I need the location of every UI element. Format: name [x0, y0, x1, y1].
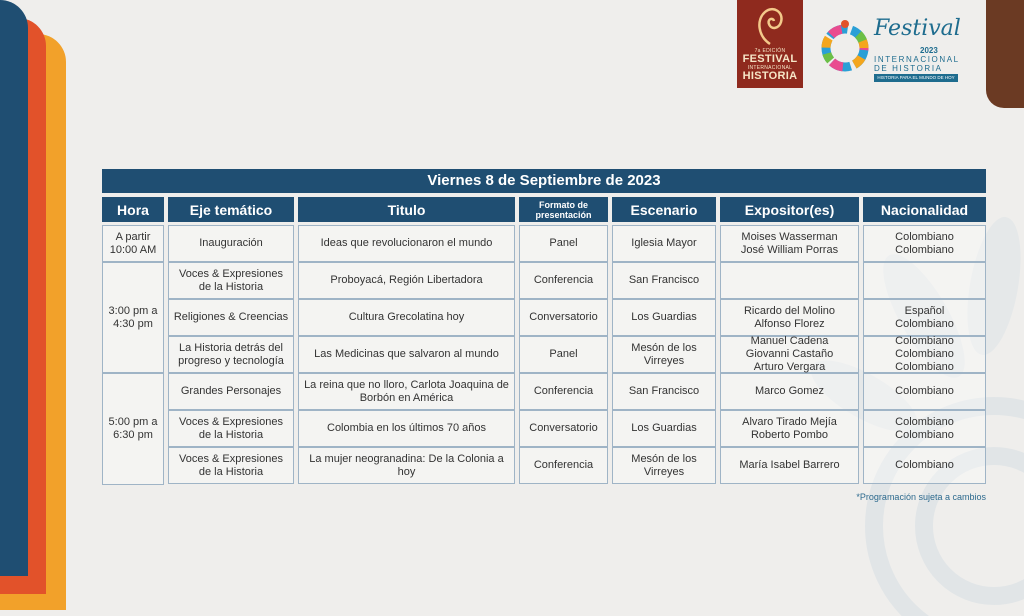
cell-eje: Religiones & Creencias	[168, 299, 294, 336]
expositores-line: Moises Wasserman	[741, 230, 838, 243]
cell-escenario: San Francisco	[612, 262, 716, 299]
cell-formato: Conferencia	[519, 447, 608, 484]
nacionalidad-line: Colombiano	[895, 428, 954, 441]
cell-titulo: La reina que no lloro, Carlota Joaquina de Borbón en América	[298, 373, 515, 410]
cell-escenario: Los Guardias	[612, 299, 716, 336]
cell-titulo: Ideas que revolucionaron el mundo	[298, 225, 515, 262]
col-hora: Hora	[102, 197, 164, 222]
logo-edition: 7a EDICIÓN	[754, 48, 786, 54]
nacionalidad-line: Colombiano	[895, 459, 954, 471]
logo2-tagline: HISTORIA PARA EL MUNDO DE HOY	[874, 74, 958, 82]
expositores-line: Alvaro Tirado Mejía	[742, 415, 837, 428]
expositores-line: Arturo Vergara	[753, 361, 826, 373]
cell-nacionalidad	[863, 336, 986, 373]
cell-expositores	[720, 225, 859, 262]
col-nacionalidad: Nacionalidad	[863, 197, 986, 222]
festival-historia-logo	[737, 0, 803, 88]
col-formato: Formato de presentación	[519, 197, 608, 222]
cell-titulo: La mujer neogranadina: De la Colonia a hoy	[298, 447, 515, 484]
cell-nacionalidad	[863, 299, 986, 336]
logo2-word: Festival	[874, 16, 961, 41]
cell-titulo: Las Medicinas que salvaron al mundo	[298, 336, 515, 373]
shell-icon	[753, 6, 787, 46]
cell-formato: Conversatorio	[519, 410, 608, 447]
cell-expositores	[720, 410, 859, 447]
date-banner: Viernes 8 de Septiembre de 2023	[102, 169, 986, 193]
nacionalidad-line: Español	[904, 304, 945, 317]
festival-2023-logo	[818, 12, 968, 84]
cell-escenario: Iglesia Mayor	[612, 225, 716, 262]
navy-stripe	[0, 0, 28, 576]
cell-eje: Grandes Personajes	[168, 373, 294, 410]
expositores-line: Ricardo del Molino	[743, 304, 836, 317]
cell-nacionalidad	[863, 447, 986, 484]
cell-nacionalidad	[863, 262, 986, 299]
nacionalidad-line: Colombiano	[895, 335, 954, 347]
hour-cell: 3:00 pm a 4:30 pm	[102, 262, 164, 373]
cell-nacionalidad	[863, 410, 986, 447]
nacionalidad-line: Colombiano	[895, 317, 954, 330]
cell-expositores	[720, 447, 859, 484]
col-expositores: Expositor(es)	[720, 197, 859, 222]
cell-expositores	[720, 373, 859, 410]
nacionalidad-line: Colombiano	[895, 243, 954, 256]
expositores-line: Marco Gomez	[754, 385, 825, 397]
cell-eje: Voces & Expresiones de la Historia	[168, 410, 294, 447]
logo-festival: FESTIVAL	[742, 53, 798, 65]
hour-cell: A partir 10:00 AM	[102, 225, 164, 262]
cell-titulo: Proboyacá, Región Libertadora	[298, 262, 515, 299]
cell-formato: Panel	[519, 336, 608, 373]
col-titulo: Titulo	[298, 197, 515, 222]
expositores-line: José William Porras	[740, 243, 839, 256]
cell-formato: Conferencia	[519, 373, 608, 410]
cell-nacionalidad	[863, 373, 986, 410]
cell-expositores	[720, 336, 859, 373]
cell-expositores	[720, 299, 859, 336]
cell-escenario: San Francisco	[612, 373, 716, 410]
col-escenario: Escenario	[612, 197, 716, 222]
hour-cell: 5:00 pm a 6:30 pm	[102, 373, 164, 485]
cell-eje: Voces & Expresiones de la Historia	[168, 262, 294, 299]
brown-corner-stripe	[986, 0, 1024, 108]
cell-eje: La Historia detrás del progreso y tecnología	[168, 336, 294, 373]
expositores-line: María Isabel Barrero	[739, 459, 840, 471]
nacionalidad-line: Colombiano	[895, 230, 954, 243]
cell-formato: Panel	[519, 225, 608, 262]
cell-formato: Conferencia	[519, 262, 608, 299]
logo2-year: 2023	[920, 46, 938, 55]
nacionalidad-line: Colombiano	[895, 385, 954, 397]
cell-formato: Conversatorio	[519, 299, 608, 336]
nacionalidad-line: Colombiano	[895, 415, 954, 428]
footnote: *Programación sujeta a cambios	[856, 492, 986, 502]
expositores-line: Roberto Pombo	[750, 428, 829, 441]
cell-escenario: Mesón de los Virreyes	[612, 447, 716, 484]
colorful-ring-icon	[818, 14, 872, 78]
cell-escenario: Los Guardias	[612, 410, 716, 447]
cell-titulo: Cultura Grecolatina hoy	[298, 299, 515, 336]
logo2-sub2: DE HISTORIA	[874, 64, 943, 73]
logo2-sub1: INTERNACIONAL	[874, 55, 960, 64]
expositores-line: Manuel Cadena	[750, 335, 829, 347]
expositores-line: Giovanni Castaño	[745, 348, 834, 360]
cell-escenario: Mesón de los Virreyes	[612, 336, 716, 373]
col-eje: Eje temático	[168, 197, 294, 222]
cell-expositores	[720, 262, 859, 299]
cell-titulo: Colombia en los últimos 70 años	[298, 410, 515, 447]
nacionalidad-line: Colombiano	[895, 361, 954, 373]
cell-eje: Inauguración	[168, 225, 294, 262]
logo-historia: HISTORIA	[742, 70, 798, 82]
cell-eje: Voces & Expresiones de la Historia	[168, 447, 294, 484]
cell-nacionalidad	[863, 225, 986, 262]
nacionalidad-line: Colombiano	[895, 348, 954, 360]
expositores-line: Alfonso Florez	[754, 317, 825, 330]
logo-internacional: INTERNACIONAL	[747, 65, 793, 71]
